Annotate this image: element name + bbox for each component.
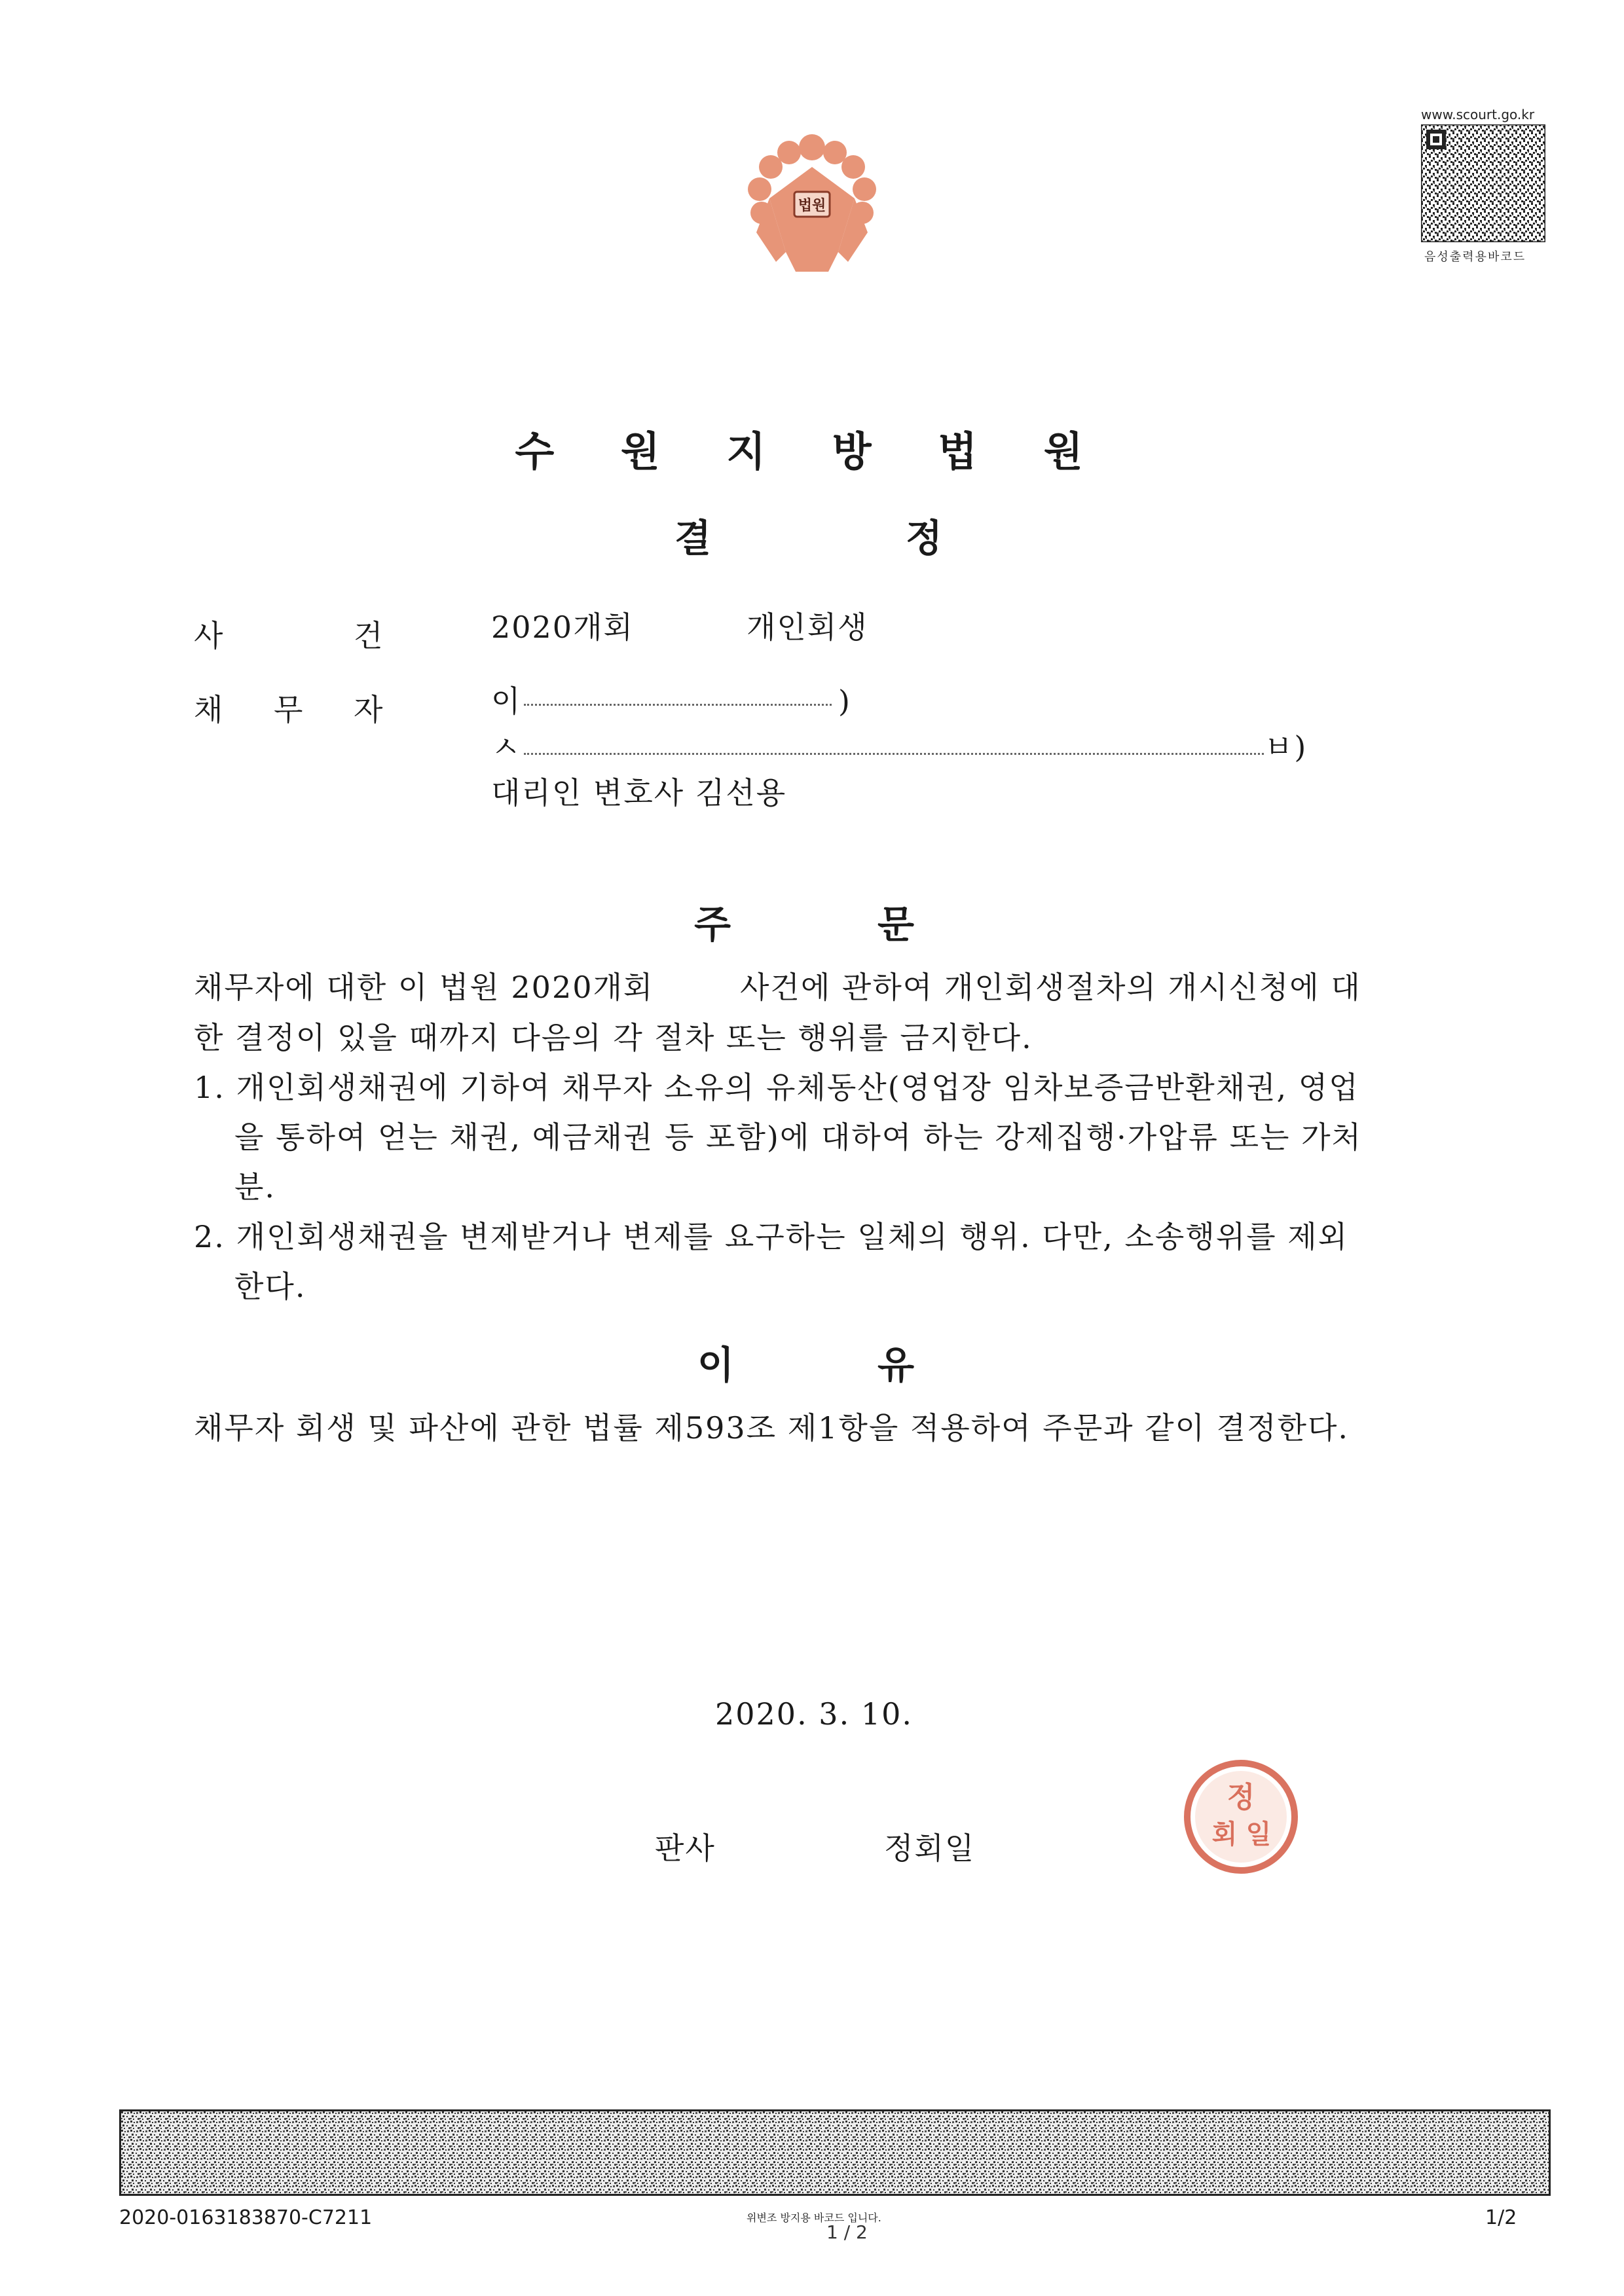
judge-seal [1179, 1755, 1303, 1879]
anti-forgery-barcode [119, 2109, 1551, 2196]
debtor-label-char-2: 무 [274, 692, 303, 727]
order-item-1-line-1: 1. 개인회생채권에 기하여 채무자 소유의 유체동산(영업장 임차보증금반환채권, 영업 [194, 1070, 1359, 1105]
order-line-1b: 사건에 관하여 개인회생절차의 개시신청에 대 [740, 970, 1361, 1005]
reason-text: 채무자 회생 및 파산에 관한 법률 제593조 제1항을 적용하여 주문과 같이 결정한다. [194, 1410, 1350, 1446]
judge-title: 판사 [655, 1831, 716, 1866]
order-item-1-line-3: 분. [234, 1169, 276, 1205]
order-item-2-line-1: 2. 개인회생채권을 변제받거나 변제를 요구하는 일체의 행위. 다만, 소송행위를 제외 [194, 1219, 1349, 1254]
order-line-2: 한 결정이 있을 때까지 다음의 각 절차 또는 행위를 금지한다. [194, 1020, 1033, 1055]
order-heading-char-2: 문 [877, 902, 915, 947]
voice-barcode [1421, 124, 1545, 242]
debtor-agent: 대리인 변호사 김선용 [491, 775, 787, 811]
page-number-right: 1/2 [1485, 2206, 1517, 2229]
order-line-1a: 채무자에 대한 이 법원 2020개회 [194, 970, 654, 1005]
judge-name: 정회일 [884, 1831, 976, 1866]
svg-text:회: 회 [1211, 1819, 1238, 1850]
doc-type-char-1: 결 [674, 516, 712, 560]
order-heading-char-1: 주 [694, 902, 731, 947]
order-item-2-line-2: 한다. [234, 1269, 306, 1304]
case-number: 2020개회 [491, 610, 634, 645]
court-emblem [730, 121, 894, 285]
decision-date: 2020. 3. 10. [715, 1696, 913, 1732]
emblem-label: 법원 [798, 198, 826, 214]
case-type: 개인회생 [747, 610, 868, 645]
debtor-address-redaction [524, 753, 1264, 761]
voice-barcode-url: www.scourt.go.kr [1421, 107, 1535, 122]
svg-text:일: 일 [1246, 1819, 1272, 1850]
case-label-char-2: 건 [354, 618, 383, 653]
debtor-name-fragment: 이 [491, 683, 522, 719]
court-name: 수 원 지 방 법 원 [515, 428, 1109, 475]
debtor-label-char-3: 자 [354, 692, 383, 727]
order-item-1-line-2: 을 통하여 얻는 채권, 예금채권 등 포함)에 대하여 하는 강제집행·가압류 또는 가처 [234, 1120, 1362, 1155]
page-number-center: 1 / 2 [826, 2221, 868, 2243]
reason-heading-char-1: 이 [697, 1343, 735, 1387]
doc-type-char-2: 정 [906, 516, 943, 560]
anti-forgery-note: 위변조 방지용 바코드 입니다. [747, 2212, 881, 2224]
debtor-address-close: ㅂ) [1264, 729, 1308, 765]
debtor-address-fragment: ㅅ [491, 729, 522, 765]
reason-heading-char-2: 유 [877, 1343, 915, 1387]
debtor-name-close: ) [838, 683, 851, 719]
voice-barcode-label: 음성출력용바코드 [1424, 250, 1526, 264]
debtor-name-redaction [524, 704, 832, 712]
svg-text:정: 정 [1227, 1781, 1255, 1814]
case-label-char-1: 사 [194, 618, 223, 653]
debtor-label-char-1: 채 [194, 692, 223, 727]
document-id: 2020-0163183870-C7211 [119, 2206, 373, 2229]
